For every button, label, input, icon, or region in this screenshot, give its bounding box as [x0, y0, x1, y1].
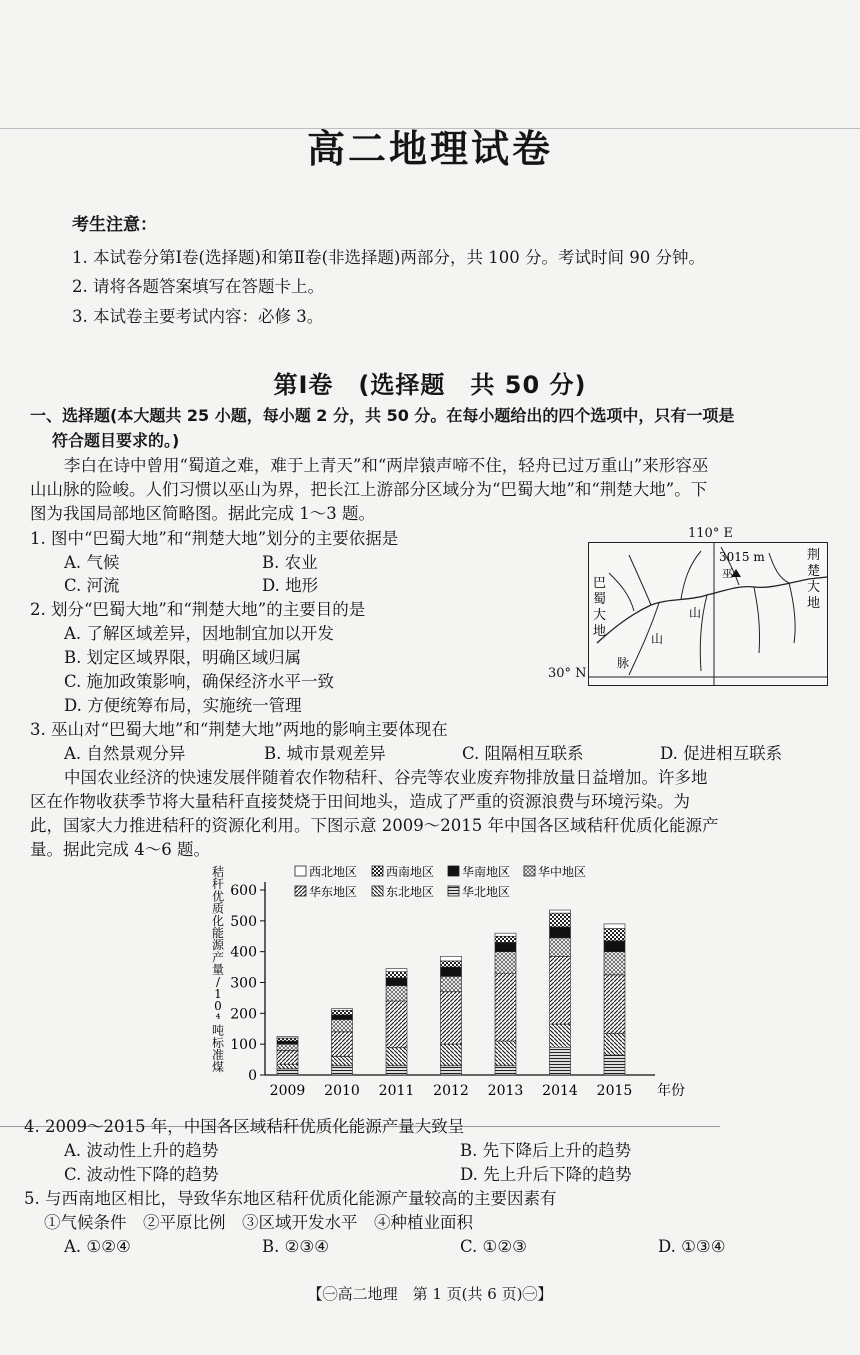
bar-segment [495, 1041, 516, 1066]
q3-option-d: D. 促进相互联系 [660, 744, 783, 763]
map-region-left: 巴蜀大地 [593, 576, 607, 639]
x-tick-label: 2009 [269, 1083, 306, 1099]
page-title: 高二地理试卷 [306, 127, 553, 171]
chart-ylabel-char: / [215, 974, 221, 989]
legend-swatch [295, 886, 306, 896]
legend-swatch [448, 886, 459, 896]
chart-ylabel-char: 吨 [211, 1023, 225, 1038]
bar-segment [550, 1024, 571, 1047]
bar-segment [386, 978, 407, 986]
bar-segment [332, 1057, 353, 1066]
q4-stem: 4. 2009～2015 年，中国各区域秸秆优质化能源产量大致呈 [24, 1117, 465, 1136]
y-tick-label: 100 [230, 1037, 257, 1054]
q4-option-d: D. 先上升后下降的趋势 [460, 1165, 632, 1184]
q2-option-c: C. 施加政策影响，确保经济水平一致 [64, 672, 335, 691]
bar-segment [277, 1036, 298, 1038]
q1-option-d: D. 地形 [262, 576, 319, 595]
q1-option-a: A. 气候 [64, 553, 120, 572]
legend-label: 华东地区 [309, 885, 358, 899]
map-mai-label: 脉 [617, 656, 630, 670]
passage2-line-1: 中国农业经济的快速发展伴随着农作物秸秆、谷壳等农业废弃物排放量日益增加。许多地 [64, 768, 708, 787]
passage1-line-3: 图为我国局部地区简略图。据此完成 1～3 题。 [30, 504, 375, 523]
y-tick-label: 300 [230, 975, 257, 992]
map-longitude-label: 110° E [688, 526, 733, 541]
bar-segment [332, 1020, 353, 1032]
chart-ylabel-char: 质 [211, 901, 225, 916]
region-map [588, 542, 828, 686]
x-tick-label: 2014 [542, 1083, 578, 1099]
notice-item-2: 2. 请将各题答案填写在答题卡上。 [72, 277, 324, 296]
map-shan-label-1: 山 [689, 606, 702, 620]
map-drawing [589, 543, 827, 685]
x-tick-label: 2015 [596, 1083, 633, 1099]
bar-segment [386, 969, 407, 972]
q2-option-a: A. 了解区域差异，因地制宜加以开发 [64, 624, 334, 643]
bar-segment [441, 976, 462, 991]
map-region-right: 荆楚大地 [807, 548, 821, 611]
q5-stem: 5. 与西南地区相比，导致华东地区秸秆优质化能源产量较高的主要因素有 [24, 1189, 557, 1208]
chart-ylabel-char: 优 [211, 889, 225, 904]
legend-label: 华中地区 [538, 865, 587, 879]
bar-segment [604, 941, 625, 952]
part1-heading-cont: 符合题目要求的。) [52, 431, 180, 450]
chart-ylabel-char: 秆 [211, 877, 225, 892]
legend-label: 华南地区 [462, 865, 511, 879]
bar-segment [495, 1066, 516, 1075]
chart-ylabel-char: 源 [211, 938, 225, 953]
bar-segment [277, 1044, 298, 1050]
y-tick-label: 200 [230, 1006, 257, 1023]
legend-swatch [372, 886, 383, 896]
legend-label: 东北地区 [386, 885, 435, 899]
energy-output-chart [190, 862, 685, 1108]
bar-segment [550, 910, 571, 913]
bar-segment [386, 1066, 407, 1075]
chart-ylabel-char: 0 [214, 999, 222, 1014]
page-footer: 【㊀高二地理 第 1 页(共 6 页)㊀】 [307, 1285, 553, 1303]
bar-segment [441, 1044, 462, 1066]
q4-option-a: A. 波动性上升的趋势 [64, 1141, 219, 1160]
map-latitude-label: 30° N [548, 666, 587, 681]
bar-segment [550, 927, 571, 938]
chart-y-axis-label [212, 864, 225, 1074]
y-tick-label: 500 [230, 913, 257, 930]
bar-segment [604, 924, 625, 929]
legend-swatch [295, 866, 306, 876]
q5-factors: ①气候条件 ②平原比例 ③区域开发水平 ④种植业面积 [44, 1213, 473, 1232]
bar-segment [495, 936, 516, 942]
bar-segment [277, 1038, 298, 1041]
bar-segment [604, 929, 625, 941]
q4-option-c: C. 波动性下降的趋势 [64, 1165, 219, 1184]
q3-option-a: A. 自然景观分异 [64, 744, 186, 763]
chart-ylabel-char: 量 [211, 962, 225, 977]
chart-bars [277, 910, 625, 1075]
passage2-line-4: 量。据此完成 4～6 题。 [30, 840, 210, 859]
bar-segment [332, 1010, 353, 1015]
bar-segment [277, 1064, 298, 1069]
bar-segment [332, 1066, 353, 1075]
bar-segment [604, 1033, 625, 1055]
bar-segment [332, 1015, 353, 1020]
chart-x-axis-label: 年份 [657, 1083, 685, 1099]
bar-segment [277, 1069, 298, 1075]
x-tick-label: 2013 [487, 1083, 524, 1099]
chart-ylabel-char: 产 [211, 950, 225, 965]
passage2-line-2: 区在作物收获季节将大量秸秆直接焚烧于田间地头，造成了严重的资源浪费与环境污染。为 [30, 792, 690, 811]
q1-option-c: C. 河流 [64, 576, 120, 595]
bar-segment [604, 975, 625, 1034]
passage2-line-3: 此，国家大力推进秸秆的资源化利用。下图示意 2009～2015 年中国各区域秸秆优质化能源产 [30, 816, 719, 835]
q1-option-b: B. 农业 [262, 553, 318, 572]
chart-ylabel-char: ⁴ [215, 1011, 221, 1026]
bar-segment [495, 933, 516, 936]
chart-ylabel-char: 1 [214, 987, 222, 1001]
y-tick-label: 0 [248, 1068, 257, 1084]
bar-segment [386, 972, 407, 978]
bar-segment [277, 1041, 298, 1044]
chart-ylabel-char: 准 [211, 1048, 225, 1062]
q2-option-b: B. 划定区域界限，明确区域归属 [64, 648, 302, 667]
bar-segment [495, 973, 516, 1041]
legend-swatch [524, 866, 535, 876]
notice-heading: 考生注意： [72, 215, 157, 235]
section-title: 第Ⅰ卷 (选择题 共 50 分) [273, 371, 587, 399]
part1-heading: 一、选择题(本大题共 25 小题，每小题 2 分，共 50 分。在每小题给出的四个选项中，只有一项是 [30, 406, 735, 425]
legend-label: 西南地区 [386, 865, 435, 879]
q4-option-b: B. 先下降后上升的趋势 [460, 1141, 632, 1160]
bar-segment [441, 1066, 462, 1075]
legend-label: 西北地区 [309, 865, 358, 879]
x-tick-label: 2011 [378, 1083, 415, 1099]
x-tick-label: 2010 [324, 1083, 360, 1099]
bar-segment [550, 938, 571, 957]
y-tick-label: 400 [230, 944, 257, 961]
passage1-line-1: 李白在诗中曾用“蜀道之难，难于上青天”和“两岸猿声啼不住，轻舟已过万重山”来形容巫 [64, 456, 709, 475]
bar-segment [604, 952, 625, 975]
chart-ylabel-char: 煤 [211, 1060, 225, 1075]
legend-swatch [448, 866, 459, 876]
x-tick-label: 2012 [433, 1083, 469, 1099]
bar-segment [441, 992, 462, 1044]
q5-option-a: A. ①②④ [64, 1237, 131, 1256]
bar-segment [277, 1050, 298, 1064]
chart-ylabel-char: 化 [211, 913, 225, 928]
bar-segment [386, 986, 407, 1001]
bar-segment [550, 913, 571, 927]
notice-item-3: 3. 本试卷主要考试内容：必修 3。 [72, 307, 324, 326]
bar-segment [495, 952, 516, 974]
bar-segment [332, 1032, 353, 1057]
q2-stem: 2. 划分“巴蜀大地”和“荆楚大地”的主要目的是 [30, 600, 366, 619]
bar-segment [550, 956, 571, 1024]
q3-option-b: B. 城市景观差异 [264, 744, 386, 763]
legend-label: 华北地区 [462, 885, 511, 899]
bar-segment [441, 967, 462, 976]
bar-segment [441, 961, 462, 967]
q5-option-d: D. ①③④ [658, 1237, 726, 1256]
y-tick-label: 600 [230, 883, 257, 899]
chart-ylabel-char: 能 [211, 926, 225, 940]
bar-segment [386, 1047, 407, 1066]
chart-legend [295, 864, 586, 899]
q1-stem: 1. 图中“巴蜀大地”和“荆楚大地”划分的主要依据是 [30, 529, 399, 548]
bar-segment [550, 1047, 571, 1075]
bar-segment [332, 1009, 353, 1011]
bar-segment [604, 1055, 625, 1075]
map-wu-label: 巫 [722, 567, 733, 580]
q3-stem: 3. 巫山对“巴蜀大地”和“荆楚大地”两地的影响主要体现在 [30, 720, 448, 739]
passage1-line-2: 山山脉的险峻。人们习惯以巫山为界，把长江上游部分区域分为“巴蜀大地”和“荆楚大地”。下 [30, 480, 708, 499]
bar-segment [441, 956, 462, 961]
notice-item-1: 1. 本试卷分第Ⅰ卷(选择题)和第Ⅱ卷(非选择题)两部分，共 100 分。考试时间 90 分钟。 [72, 248, 705, 267]
map-shan-label-2: 山 [651, 632, 664, 646]
bar-segment [495, 942, 516, 951]
bar-segment [386, 1001, 407, 1047]
q5-option-c: C. ①②③ [460, 1237, 527, 1256]
q5-option-b: B. ②③④ [262, 1237, 329, 1256]
legend-swatch [372, 866, 383, 876]
q2-option-d: D. 方便统筹布局，实施统一管理 [64, 696, 302, 715]
q3-option-c: C. 阻隔相互联系 [462, 744, 584, 763]
chart-ylabel-char: 标 [211, 1035, 225, 1050]
map-peak-label: 3015 m [719, 550, 765, 564]
chart-ylabel-char: 秸 [211, 865, 225, 879]
